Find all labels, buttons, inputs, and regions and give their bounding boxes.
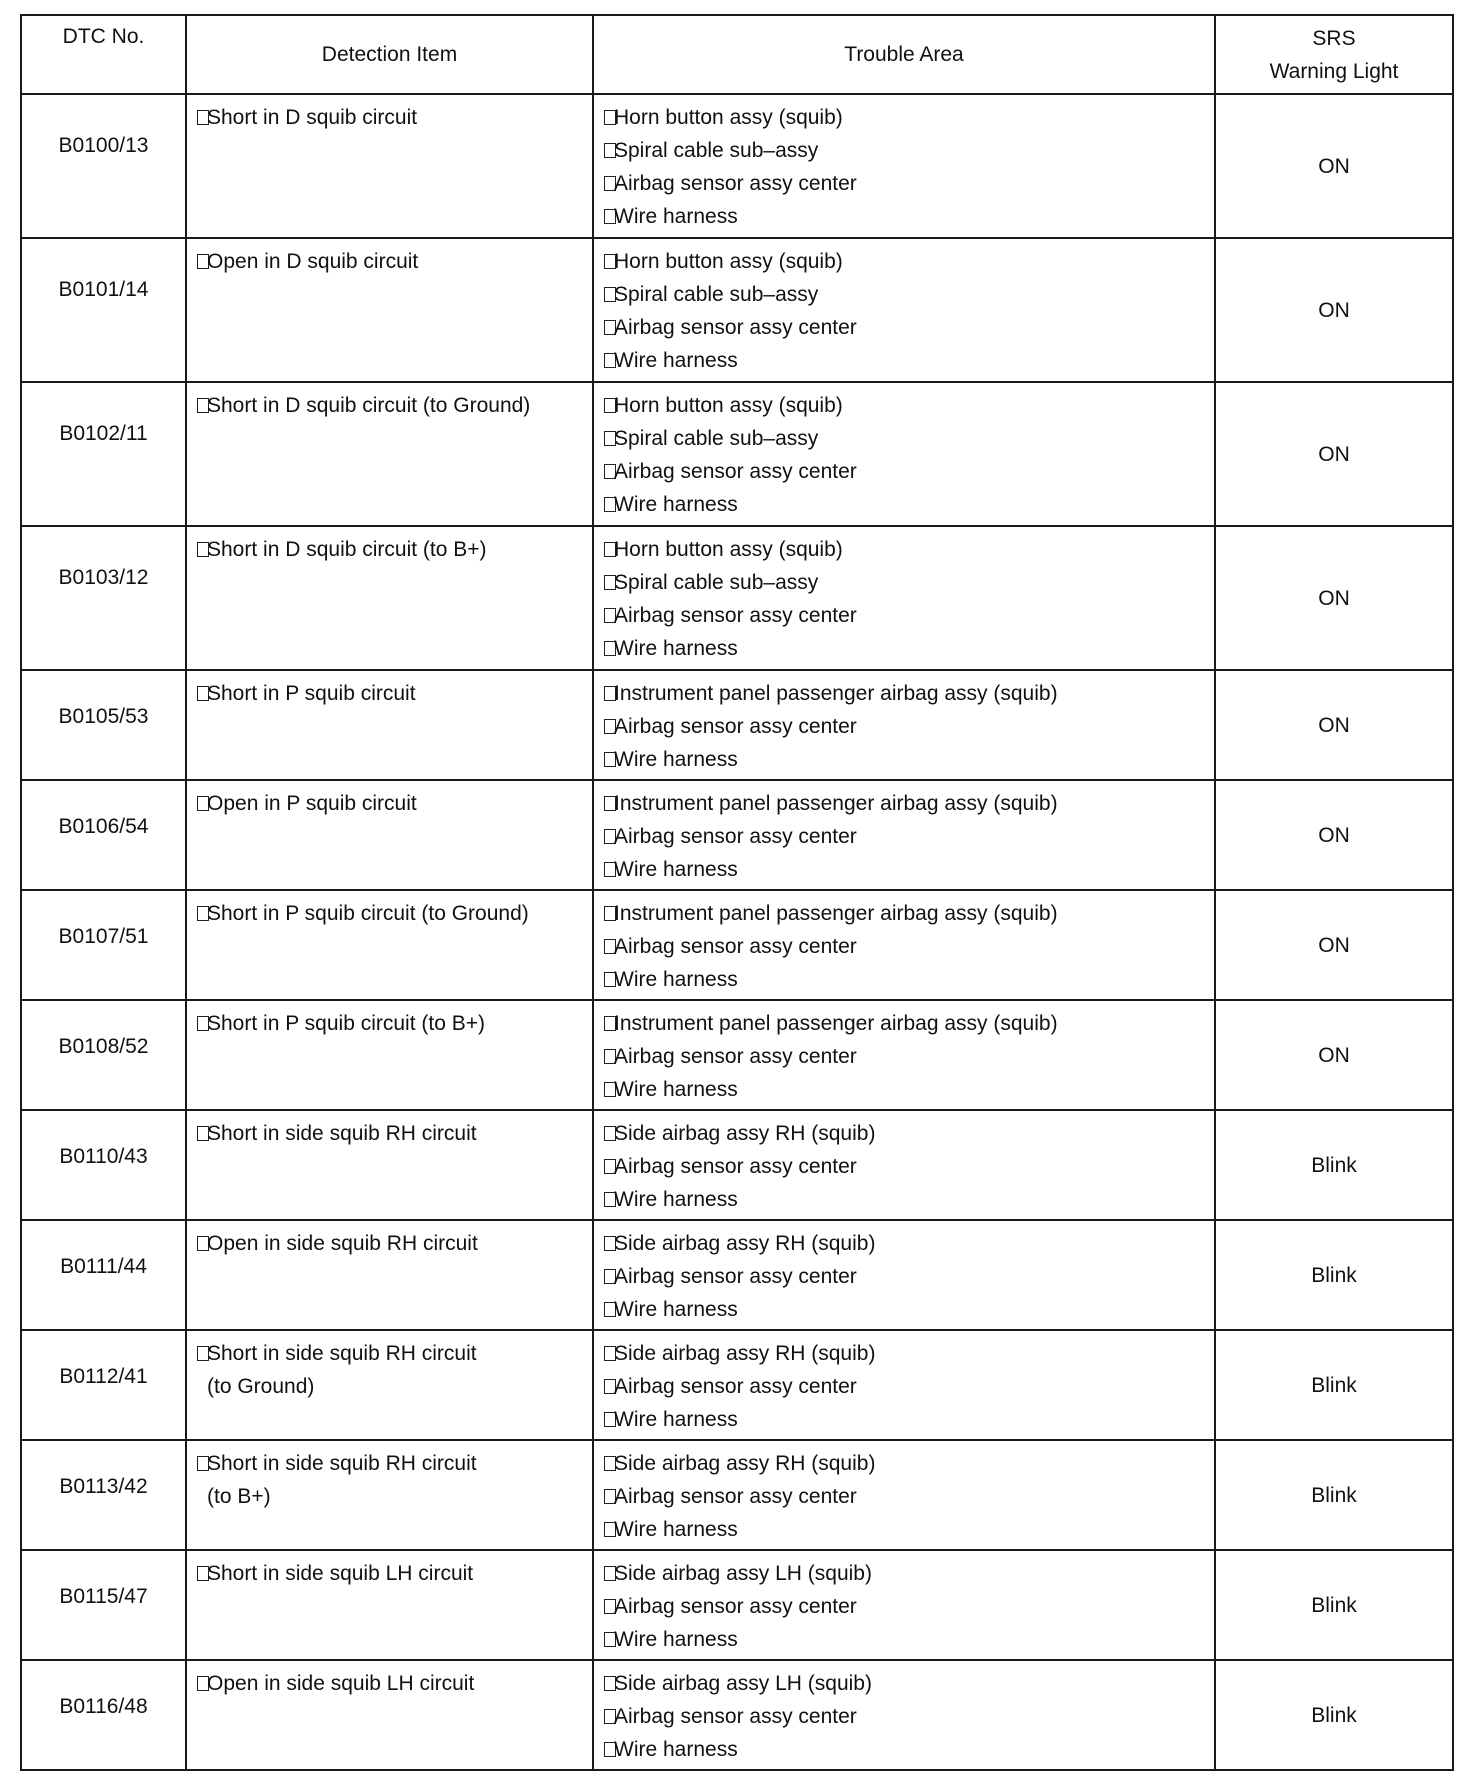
trouble-area-cell [593, 780, 1215, 890]
trouble-area-text: Wire harness [614, 1078, 738, 1101]
header-srs-line2: Warning Light [1269, 59, 1399, 83]
trouble-area-item [604, 1447, 1214, 1480]
trouble-area-item [604, 311, 1214, 344]
trouble-area-text: Horn button assy (squib) [614, 394, 843, 417]
trouble-area-item [604, 200, 1214, 233]
detection-item-text: Short in P squib circuit (to B+) [207, 1012, 485, 1035]
trouble-area-text: Airbag sensor assy center [614, 316, 857, 339]
trouble-area-cell [593, 94, 1215, 238]
srs-warning-light-status: ON [1215, 238, 1453, 382]
dtc-code: B0107/51 [21, 890, 186, 1000]
trouble-area-cell [593, 670, 1215, 780]
table-row [21, 890, 1453, 1000]
trouble-area-text: Instrument panel passenger airbag assy (squib) [614, 1012, 1058, 1035]
trouble-area-item [604, 1293, 1214, 1326]
detection-item-cell [186, 382, 593, 526]
header-detection-item: Detection Item [186, 15, 593, 94]
trouble-area-text: Instrument panel passenger airbag assy (squib) [614, 682, 1058, 705]
detection-item-text: Short in D squib circuit (to B+) [207, 538, 487, 561]
trouble-area-text: Wire harness [614, 748, 738, 771]
table-row [21, 1330, 1453, 1440]
table-row [21, 1110, 1453, 1220]
trouble-area-text: Wire harness [614, 1518, 738, 1541]
srs-warning-light-status: Blink [1215, 1220, 1453, 1330]
trouble-area-cell [593, 890, 1215, 1000]
trouble-area-cell [593, 1000, 1215, 1110]
trouble-area-cell [593, 1440, 1215, 1550]
detection-item-text: Short in side squib LH circuit [207, 1562, 474, 1585]
trouble-area-text: Side airbag assy RH (squib) [614, 1122, 876, 1145]
trouble-area-text: Horn button assy (squib) [614, 538, 843, 561]
trouble-area-item [604, 1733, 1214, 1766]
trouble-area-item [604, 632, 1214, 665]
trouble-area-text: Spiral cable sub–assy [614, 139, 819, 162]
detection-item-cell [186, 670, 593, 780]
table-row [21, 670, 1453, 780]
trouble-area-text: Airbag sensor assy center [614, 1705, 857, 1728]
trouble-area-item [604, 1007, 1214, 1040]
trouble-area-item [604, 1370, 1214, 1403]
trouble-area-cell [593, 1550, 1215, 1660]
trouble-area-item [604, 1040, 1214, 1073]
trouble-area-cell [593, 1110, 1215, 1220]
detection-item-text: Short in P squib circuit (to Ground) [207, 902, 529, 925]
trouble-area-item [604, 1227, 1214, 1260]
trouble-area-cell [593, 1220, 1215, 1330]
srs-warning-light-status: ON [1215, 526, 1453, 670]
trouble-area-item [604, 1590, 1214, 1623]
srs-warning-light-status: Blink [1215, 1110, 1453, 1220]
trouble-area-text: Airbag sensor assy center [614, 1595, 857, 1618]
trouble-area-item [604, 787, 1214, 820]
dtc-code: B0100/13 [21, 94, 186, 238]
trouble-area-item [604, 278, 1214, 311]
detection-item-cell [186, 1440, 593, 1550]
table-row [21, 94, 1453, 238]
detection-item-text: Open in P squib circuit [207, 792, 417, 815]
trouble-area-item [604, 245, 1214, 278]
trouble-area-item [604, 743, 1214, 776]
detection-item-cell [186, 1660, 593, 1770]
table-row [21, 1000, 1453, 1110]
trouble-area-text: Instrument panel passenger airbag assy (squib) [614, 792, 1058, 815]
trouble-area-text: Airbag sensor assy center [614, 1045, 857, 1068]
table-row [21, 1220, 1453, 1330]
trouble-area-text: Airbag sensor assy center [614, 1155, 857, 1178]
trouble-area-cell [593, 1660, 1215, 1770]
trouble-area-item [604, 1513, 1214, 1546]
trouble-area-item [604, 566, 1214, 599]
trouble-area-cell [593, 238, 1215, 382]
trouble-area-text: Instrument panel passenger airbag assy (squib) [614, 902, 1058, 925]
trouble-area-item [604, 134, 1214, 167]
table-row [21, 780, 1453, 890]
trouble-area-item [604, 1623, 1214, 1656]
trouble-area-item [604, 455, 1214, 488]
header-srs-line1: SRS [1312, 26, 1356, 50]
trouble-area-item [604, 422, 1214, 455]
table-row [21, 382, 1453, 526]
trouble-area-text: Side airbag assy LH (squib) [614, 1562, 872, 1585]
trouble-area-text: Wire harness [614, 1188, 738, 1211]
trouble-area-item [604, 599, 1214, 632]
trouble-area-text: Wire harness [614, 205, 738, 228]
trouble-area-text: Horn button assy (squib) [614, 250, 843, 273]
detection-item-text: Open in side squib RH circuit [207, 1232, 478, 1255]
table-row [21, 1550, 1453, 1660]
dtc-code: B0115/47 [21, 1550, 186, 1660]
trouble-area-cell [593, 526, 1215, 670]
table-row [21, 1440, 1453, 1550]
detection-item-cell [186, 526, 593, 670]
trouble-area-item [604, 389, 1214, 422]
srs-warning-light-status: Blink [1215, 1440, 1453, 1550]
trouble-area-item [604, 853, 1214, 886]
detection-item-cell [186, 780, 593, 890]
header-row [21, 15, 1453, 94]
trouble-area-text: Spiral cable sub–assy [614, 283, 819, 306]
trouble-area-item [604, 1150, 1214, 1183]
detection-item-cell [186, 890, 593, 1000]
trouble-area-text: Spiral cable sub–assy [614, 571, 819, 594]
trouble-area-item [604, 710, 1214, 743]
trouble-area-item [604, 963, 1214, 996]
trouble-area-text: Airbag sensor assy center [614, 1265, 857, 1288]
srs-warning-light-status: Blink [1215, 1330, 1453, 1440]
detection-item-cell [186, 1220, 593, 1330]
trouble-area-text: Wire harness [614, 968, 738, 991]
srs-warning-light-status: ON [1215, 780, 1453, 890]
detection-item-text: Short in side squib RH circuit [207, 1342, 477, 1365]
trouble-area-item [604, 1117, 1214, 1150]
detection-item-text: Short in side squib RH circuit [207, 1122, 477, 1145]
detection-item-continuation: (to Ground) [207, 1375, 315, 1398]
srs-warning-light-status: ON [1215, 382, 1453, 526]
table-row [21, 1660, 1453, 1770]
detection-item-text: Short in D squib circuit [207, 106, 418, 129]
srs-warning-light-status: ON [1215, 1000, 1453, 1110]
trouble-area-text: Wire harness [614, 1738, 738, 1761]
trouble-area-item [604, 930, 1214, 963]
header-srs-warning-light [1215, 15, 1453, 94]
trouble-area-text: Airbag sensor assy center [614, 172, 857, 195]
detection-item-text: Open in side squib LH circuit [207, 1672, 475, 1695]
trouble-area-item [604, 1700, 1214, 1733]
trouble-area-cell [593, 382, 1215, 526]
trouble-area-text: Side airbag assy RH (squib) [614, 1232, 876, 1255]
trouble-area-text: Airbag sensor assy center [614, 715, 857, 738]
detection-item-continuation: (to B+) [207, 1485, 271, 1508]
trouble-area-text: Wire harness [614, 1628, 738, 1651]
dtc-code: B0112/41 [21, 1330, 186, 1440]
trouble-area-item [604, 1403, 1214, 1436]
dtc-code: B0108/52 [21, 1000, 186, 1110]
trouble-area-text: Airbag sensor assy center [614, 604, 857, 627]
dtc-code: B0103/12 [21, 526, 186, 670]
srs-warning-light-status: ON [1215, 890, 1453, 1000]
trouble-area-item [604, 1667, 1214, 1700]
trouble-area-text: Horn button assy (squib) [614, 106, 843, 129]
trouble-area-text: Side airbag assy RH (squib) [614, 1342, 876, 1365]
dtc-table [20, 14, 1454, 1771]
trouble-area-item [604, 677, 1214, 710]
dtc-code: B0105/53 [21, 670, 186, 780]
detection-item-text: Short in side squib RH circuit [207, 1452, 477, 1475]
detection-item-text: Open in D squib circuit [207, 250, 419, 273]
trouble-area-item [604, 1337, 1214, 1370]
trouble-area-text: Airbag sensor assy center [614, 935, 857, 958]
detection-item-cell [186, 1000, 593, 1110]
dtc-code: B0101/14 [21, 238, 186, 382]
trouble-area-text: Airbag sensor assy center [614, 825, 857, 848]
trouble-area-item [604, 533, 1214, 566]
dtc-code: B0102/11 [21, 382, 186, 526]
dtc-code: B0113/42 [21, 1440, 186, 1550]
trouble-area-text: Wire harness [614, 1408, 738, 1431]
trouble-area-item [604, 1557, 1214, 1590]
trouble-area-text: Wire harness [614, 637, 738, 660]
srs-warning-light-status: Blink [1215, 1550, 1453, 1660]
trouble-area-item [604, 167, 1214, 200]
trouble-area-text: Spiral cable sub–assy [614, 427, 819, 450]
trouble-area-item [604, 101, 1214, 134]
trouble-area-text: Wire harness [614, 1298, 738, 1321]
srs-warning-light-status: ON [1215, 94, 1453, 238]
trouble-area-text: Wire harness [614, 493, 738, 516]
trouble-area-item [604, 344, 1214, 377]
detection-item-cell [186, 1110, 593, 1220]
srs-warning-light-status: ON [1215, 670, 1453, 780]
srs-warning-light-status: Blink [1215, 1660, 1453, 1770]
trouble-area-text: Airbag sensor assy center [614, 460, 857, 483]
detection-item-cell [186, 1330, 593, 1440]
detection-item-cell [186, 94, 593, 238]
dtc-code: B0111/44 [21, 1220, 186, 1330]
trouble-area-item [604, 1183, 1214, 1216]
detection-item-cell [186, 1550, 593, 1660]
dtc-code: B0116/48 [21, 1660, 186, 1770]
trouble-area-text: Airbag sensor assy center [614, 1485, 857, 1508]
header-dtc-no: DTC No. [21, 15, 186, 94]
dtc-code: B0106/54 [21, 780, 186, 890]
trouble-area-text: Side airbag assy LH (squib) [614, 1672, 872, 1695]
trouble-area-item [604, 488, 1214, 521]
dtc-table-body [21, 94, 1453, 1770]
trouble-area-item [604, 1480, 1214, 1513]
trouble-area-item [604, 897, 1214, 930]
trouble-area-item [604, 1260, 1214, 1293]
detection-item-text: Short in P squib circuit [207, 682, 416, 705]
table-row [21, 526, 1453, 670]
trouble-area-text: Airbag sensor assy center [614, 1375, 857, 1398]
dtc-code: B0110/43 [21, 1110, 186, 1220]
trouble-area-item [604, 820, 1214, 853]
trouble-area-text: Wire harness [614, 858, 738, 881]
trouble-area-text: Side airbag assy RH (squib) [614, 1452, 876, 1475]
detection-item-text: Short in D squib circuit (to Ground) [207, 394, 531, 417]
trouble-area-item [604, 1073, 1214, 1106]
trouble-area-cell [593, 1330, 1215, 1440]
trouble-area-text: Wire harness [614, 349, 738, 372]
table-row [21, 238, 1453, 382]
detection-item-cell [186, 238, 593, 382]
header-trouble-area: Trouble Area [593, 15, 1215, 94]
